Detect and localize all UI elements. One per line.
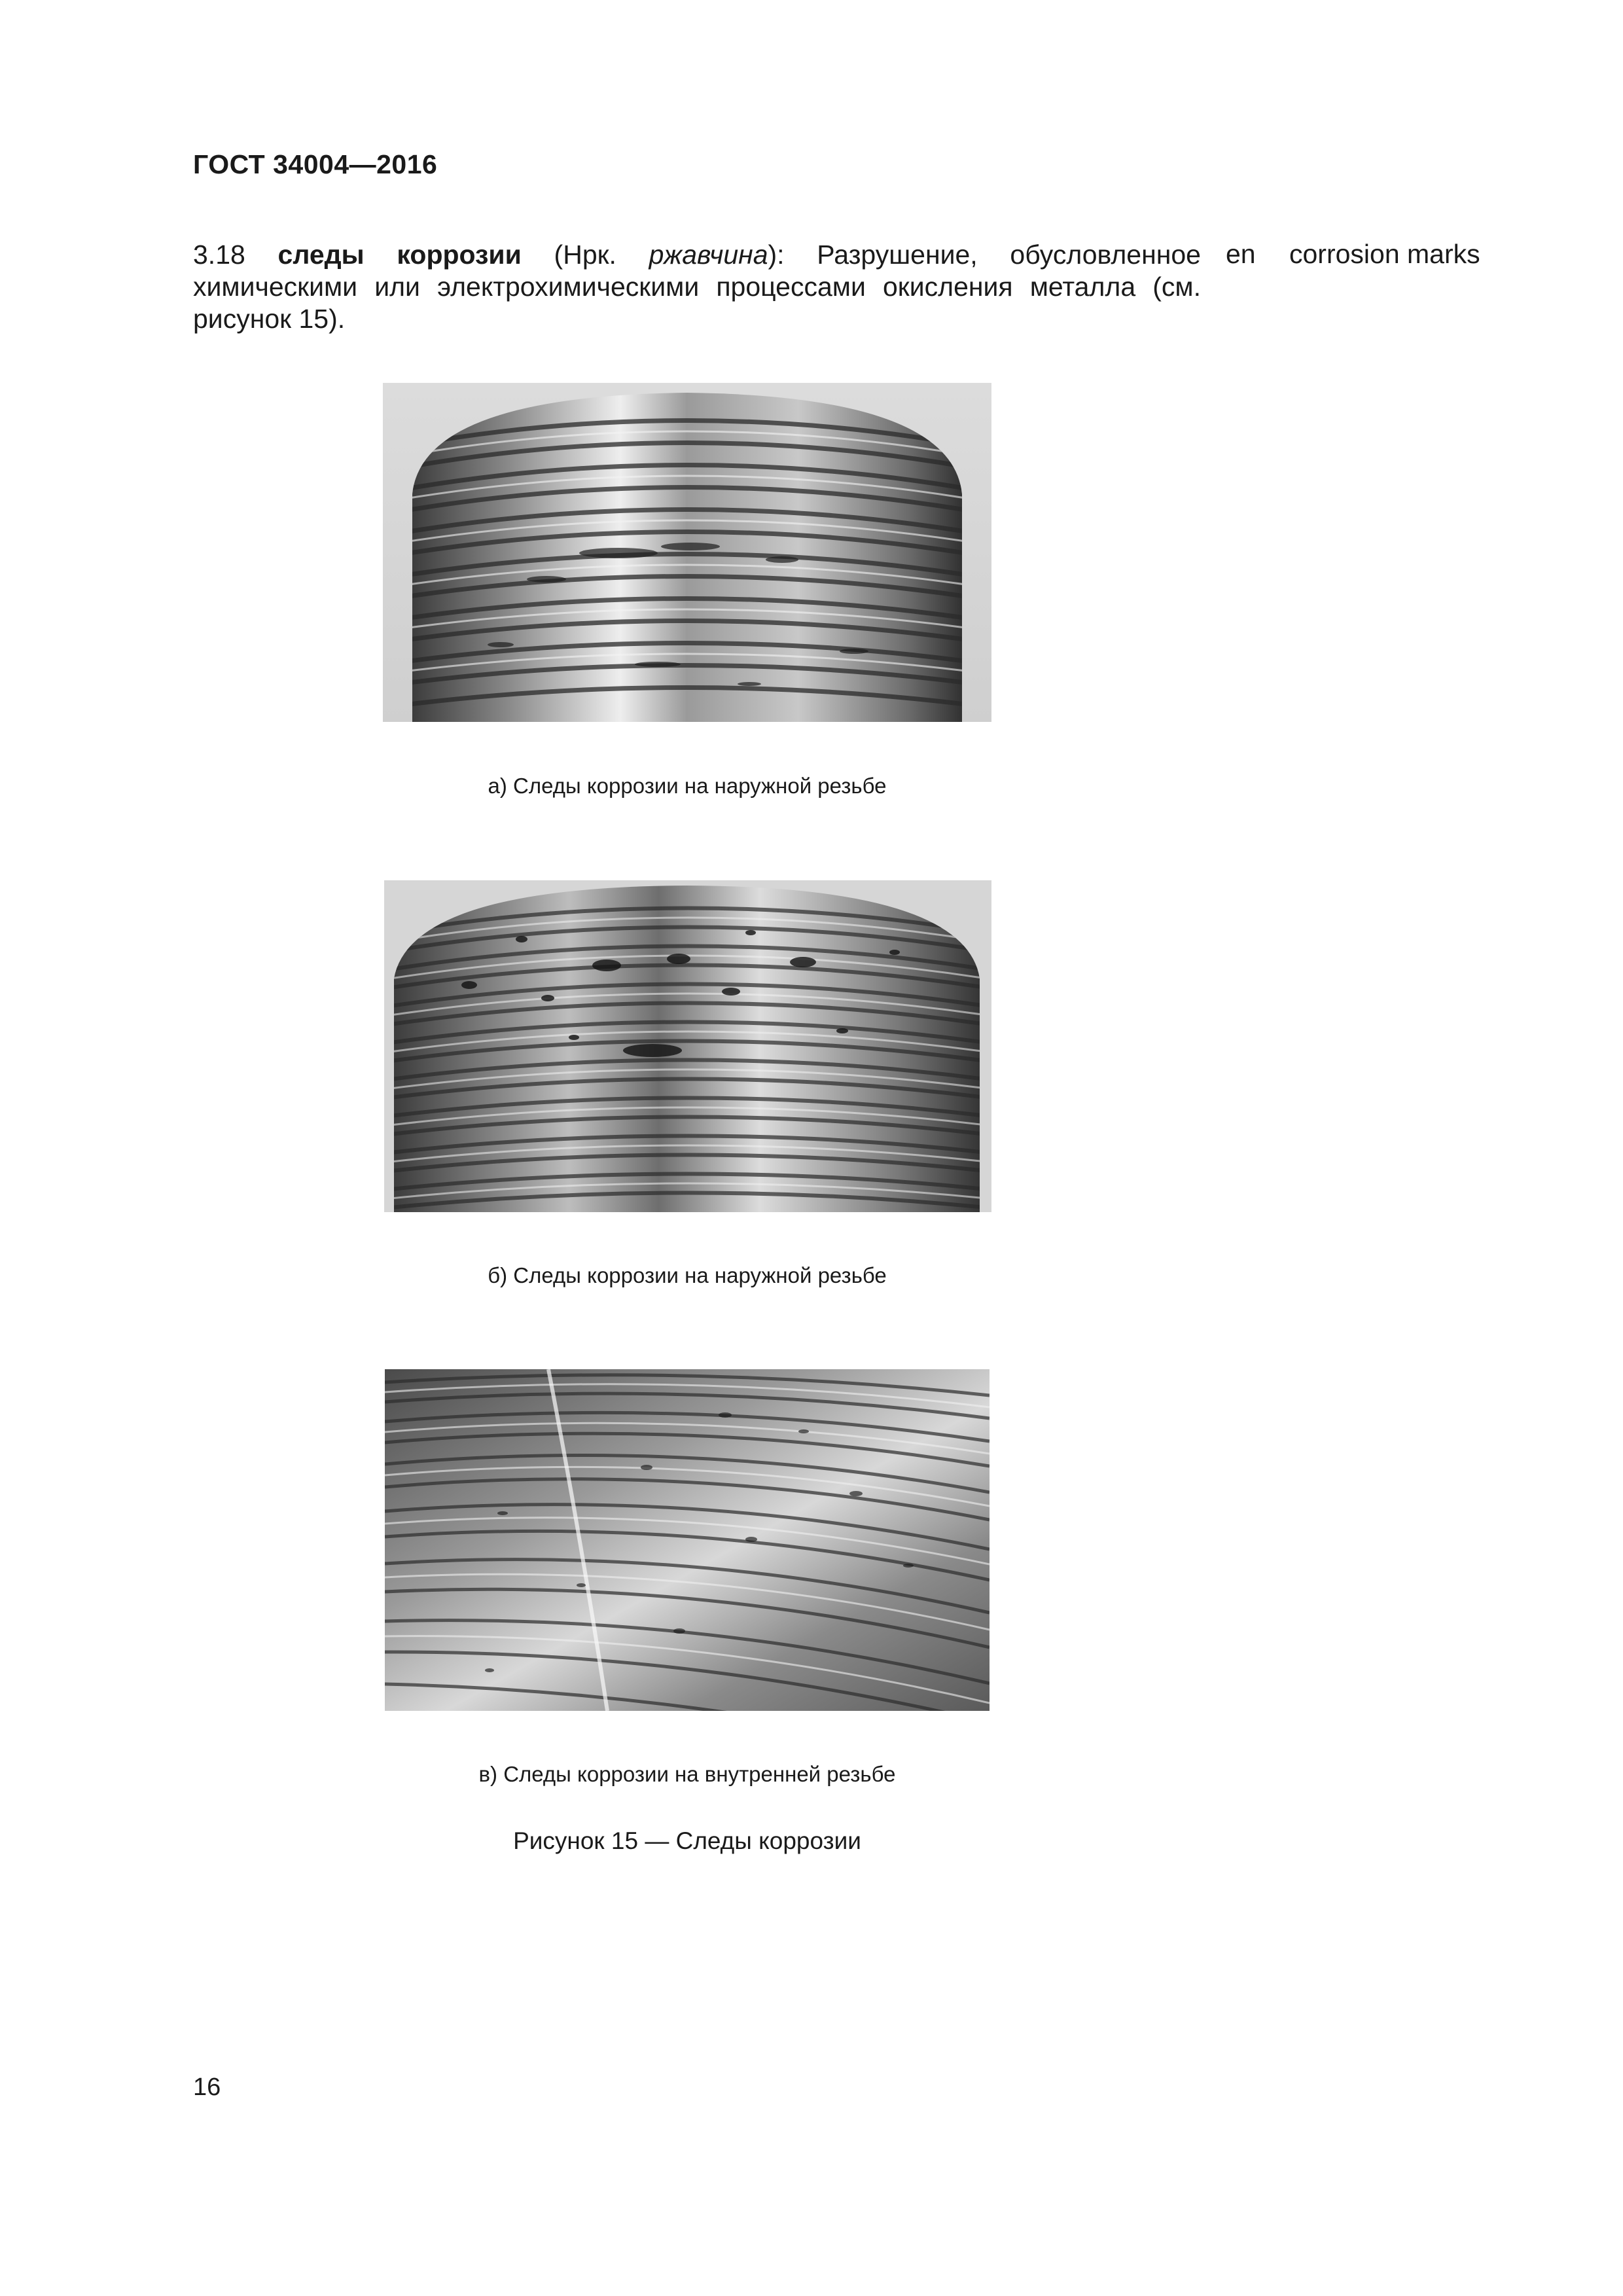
deprecated-close: ): — [768, 240, 817, 270]
term-entry — [193, 239, 1201, 335]
caption-a: а) Следы коррозии на наружной резьбе — [488, 774, 887, 798]
caption-c: в) Следы коррозии на внутренней резьбе — [478, 1762, 896, 1786]
photo-internal-thread-c — [385, 1369, 990, 1711]
english-equivalent: corrosion marks — [1289, 239, 1480, 269]
language-code: en — [1226, 239, 1256, 269]
deprecated-open: (Нрк. — [521, 240, 649, 270]
term-number: 3.18 — [193, 240, 245, 270]
caption-b: б) Следы коррозии на наружной резьбе — [488, 1263, 887, 1287]
page-number: 16 — [193, 2073, 221, 2101]
deprecated-term: ржавчина — [649, 240, 768, 270]
document-code-header: ГОСТ 34004—2016 — [193, 149, 438, 179]
photo-external-thread-b — [384, 880, 991, 1212]
term-definition: Разрушение, обусловленное химическими или электрохимическими процессами окисления металла (см. рисунок 15). — [193, 240, 1201, 334]
figure-title: Рисунок 15 — Следы коррозии — [513, 1827, 861, 1854]
photo-external-thread-a — [383, 383, 991, 722]
term-name: следы коррозии — [277, 240, 522, 270]
